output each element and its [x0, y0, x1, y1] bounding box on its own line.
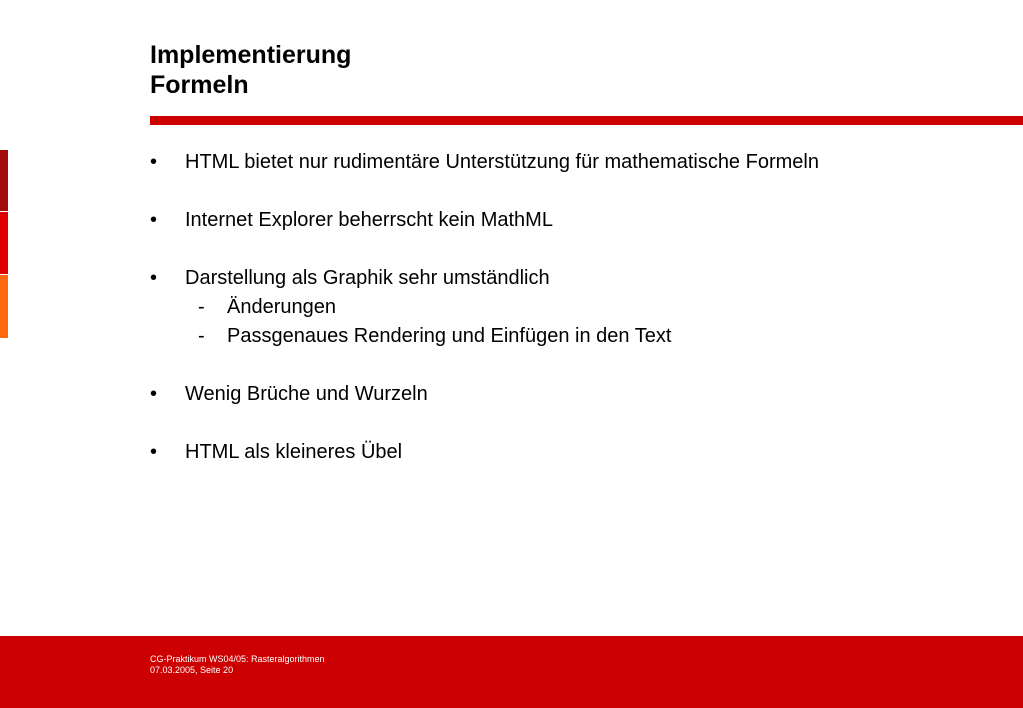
title-line-2: Formeln: [150, 71, 249, 99]
bullet-marker: •: [150, 383, 158, 405]
bullet-text: Darstellung als Graphik sehr umständlich: [185, 267, 550, 289]
footer-date-page: 07.03.2005, Seite 20: [150, 665, 234, 675]
bullet-text: Wenig Brüche und Wurzeln: [185, 383, 428, 405]
bullet-item: [150, 438, 1010, 467]
slide-title: [150, 40, 351, 100]
bullet-item: [150, 380, 1010, 409]
sub-bullet-item: [150, 293, 1010, 322]
bullet-marker: •: [150, 267, 158, 289]
bullet-list: [150, 148, 1010, 496]
bullet-item: [150, 206, 1010, 235]
sub-bullet-item: [150, 322, 1010, 351]
bullet-marker: •: [150, 209, 158, 231]
bullet-item: [150, 264, 1010, 351]
footer-bar: [0, 636, 1023, 708]
title-underline-bar: [150, 116, 1023, 125]
sub-bullet-marker: -: [198, 296, 205, 318]
bullet-text: Internet Explorer beherrscht kein MathML: [185, 209, 553, 231]
footer-text: [150, 654, 325, 676]
bullet-marker: •: [150, 441, 158, 463]
side-accent-orange: [0, 275, 8, 338]
sub-bullet-marker: -: [198, 325, 205, 347]
footer-course: CG-Praktikum WS04/05: Rasteralgorithmen: [150, 654, 325, 664]
bullet-item: [150, 148, 1010, 177]
sub-bullet-text: Passgenaues Rendering und Einfügen in den Text: [227, 325, 672, 347]
side-accent-dark-red: [0, 150, 8, 211]
bullet-text: HTML bietet nur rudimentäre Unterstützung für mathematische Formeln: [185, 151, 819, 173]
bullet-marker: •: [150, 151, 158, 173]
side-accent-red: [0, 212, 8, 274]
title-line-1: Implementierung: [150, 41, 352, 69]
bullet-text: HTML als kleineres Übel: [185, 441, 403, 463]
sub-bullet-text: Änderungen: [227, 296, 336, 318]
